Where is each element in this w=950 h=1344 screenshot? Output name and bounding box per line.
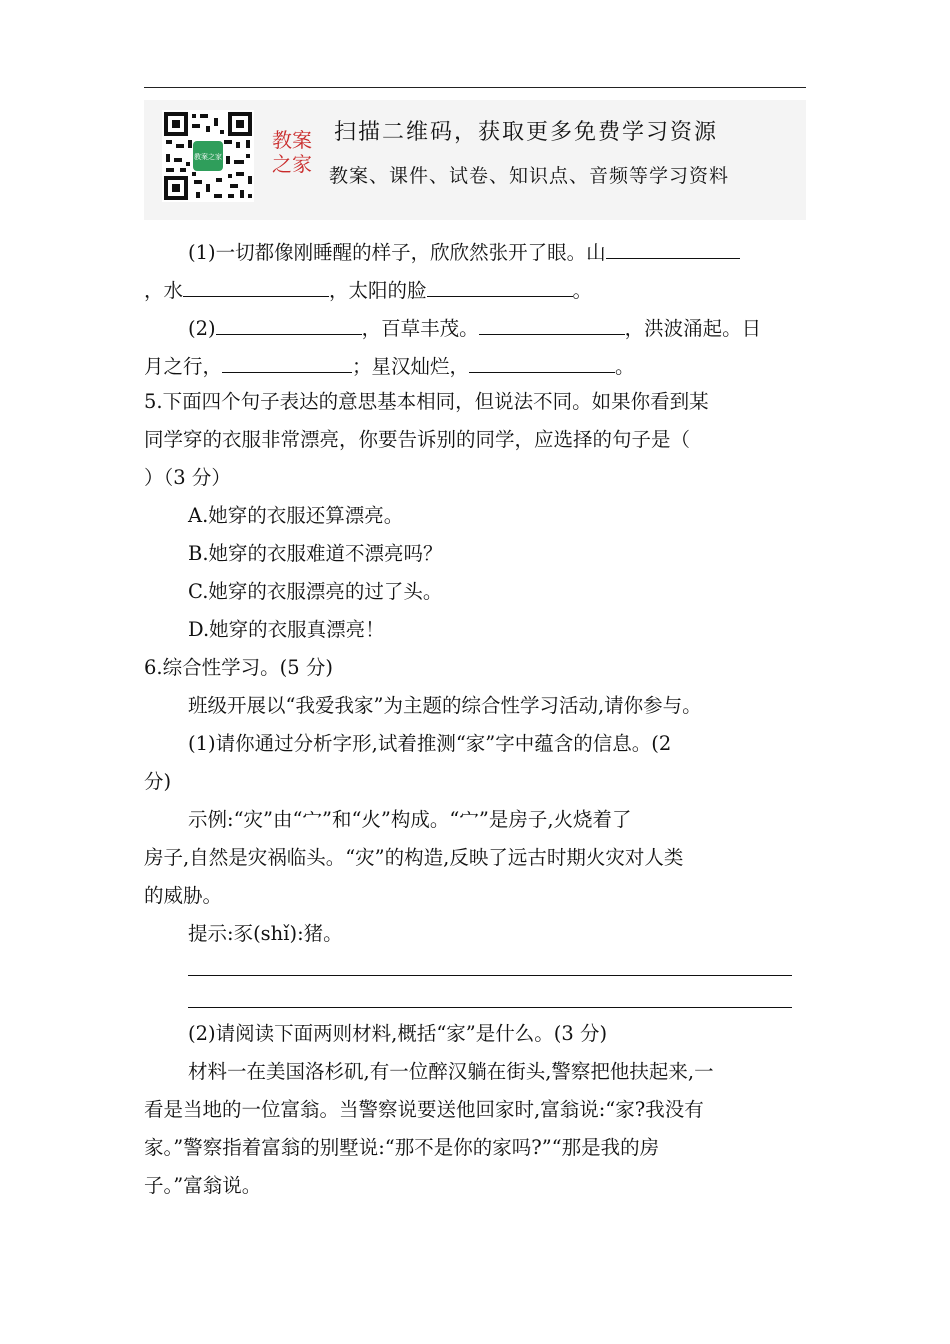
q6-material-2: 看是当地的一位富翁。当警察说要送他回家时,富翁说:“家?我没有: [144, 1098, 704, 1121]
q5-stem-3: ）（3 分）: [144, 466, 231, 489]
qr-center-label: 教案之家: [194, 153, 222, 161]
answer-blank[interactable]: [479, 312, 625, 335]
q6-example-3: 的威胁。: [144, 884, 223, 907]
answer-line[interactable]: [188, 1007, 792, 1008]
q5-option-a: A.她穿的衣服还算漂亮。: [188, 504, 404, 527]
header-rule: [144, 87, 806, 88]
logo-bottom: 之家: [272, 152, 312, 176]
q6-material-1: 材料一在美国洛杉矶,有一位醉汉躺在街头,警察把他扶起来,一: [188, 1060, 714, 1083]
q6-title: 6.综合性学习。(5 分): [144, 656, 333, 679]
q4-line-3: (2) ，百草丰茂。 ，洪波涌起。日: [188, 312, 761, 343]
answer-line[interactable]: [188, 975, 792, 976]
q5-option-c: C.她穿的衣服漂亮的过了头。: [188, 580, 443, 603]
answer-blank[interactable]: [469, 350, 615, 373]
q6-hint: 提示:豕(shǐ):猪。: [188, 922, 343, 945]
q6-intro: 班级开展以“我爱我家”为主题的综合性学习活动,请你参与。: [188, 694, 702, 717]
q5-stem-2: 同学穿的衣服非常漂亮，你要告诉别的同学，应选择的句子是（: [144, 428, 691, 451]
answer-blank[interactable]: [606, 236, 740, 259]
banner-slogan: 扫描二维码，获取更多免费学习资源: [334, 120, 719, 145]
q4-line-4: 月之行， ；星汉灿烂， 。: [144, 350, 635, 381]
q6-example-2: 房子,自然是灾祸临头。“灾”的构造,反映了远古时期火灾对人类: [144, 846, 684, 869]
promo-banner: [144, 100, 806, 220]
q4-line-1: (1)一切都像刚睡醒的样子，欣欣然张开了眼。山: [188, 236, 740, 267]
q6-sub1-line-2: 分): [144, 770, 172, 793]
qr-code-icon: [162, 110, 254, 202]
answer-blank[interactable]: [427, 274, 573, 297]
answer-blank[interactable]: [216, 312, 362, 335]
q5-option-d: D.她穿的衣服真漂亮！: [188, 618, 385, 641]
q6-sub2: (2)请阅读下面两则材料,概括“家”是什么。(3 分): [188, 1022, 608, 1045]
q5-option-b: B.她穿的衣服难道不漂亮吗？: [188, 542, 443, 565]
q4-line-2: ，水 ，太阳的脸 。: [144, 274, 592, 305]
q6-material-4: 子。”富翁说。: [144, 1174, 262, 1197]
q5-stem-1: 5.下面四个句子表达的意思基本相同，但说法不同。如果你看到某: [144, 390, 709, 413]
q6-example-1: 示例:“灾”由“宀”和“火”构成。“宀”是房子,火烧着了: [188, 808, 632, 831]
q6-material-3: 家。”警察指着富翁的别墅说:“那不是你的家吗?”“那是我的房: [144, 1136, 660, 1159]
banner-subslogan: 教案、课件、试卷、知识点、音频等学习资料: [329, 165, 730, 187]
logo-top: 教案: [272, 128, 312, 152]
q6-sub1-line-1: (1)请你通过分析字形,试着推测“家”字中蕴含的信息。(2: [188, 732, 672, 755]
answer-blank[interactable]: [222, 350, 352, 373]
answer-blank[interactable]: [183, 274, 329, 297]
site-logo: [262, 128, 322, 176]
